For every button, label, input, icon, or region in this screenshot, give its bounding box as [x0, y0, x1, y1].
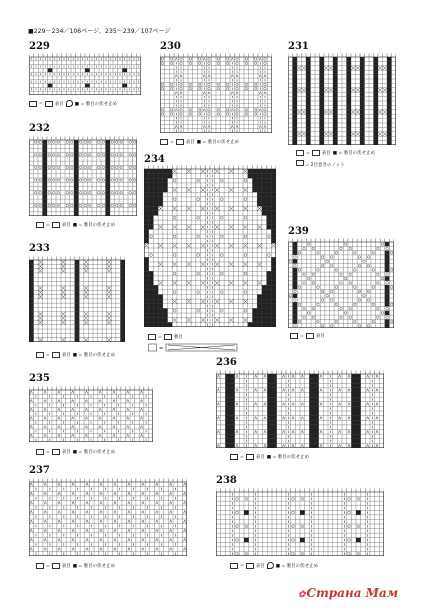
empty-grid-cell-icon — [230, 563, 238, 569]
knot-icon — [296, 160, 304, 166]
knit-stitch-icon — [176, 139, 184, 145]
legend-label: 表目 — [61, 450, 71, 455]
pattern-number-239: 239 — [288, 226, 309, 237]
knit-chart — [144, 165, 276, 327]
legend-label: ■ = 裏目の伏せ止め — [74, 101, 118, 107]
legend-235: = 表目 ■ = 裏目の伏せ止め — [36, 449, 115, 455]
empty-grid-cell-icon — [148, 334, 156, 340]
legend-234: = 裏目 — [148, 334, 183, 340]
knit-stitch-icon — [45, 101, 53, 107]
knit-stitch-icon — [246, 454, 254, 460]
flower-icon: ✿ — [298, 590, 306, 600]
svg-text:=: = — [159, 346, 164, 352]
knit-stitch-icon — [52, 222, 60, 228]
chart-235 — [29, 386, 153, 442]
knit-chart — [29, 386, 153, 442]
chart-232 — [29, 136, 137, 216]
legend-label: 表目 — [61, 564, 71, 569]
empty-grid-cell-icon — [36, 222, 44, 228]
legend-233: = 表目 ■ = 裏目の伏せ止め — [36, 352, 115, 358]
pattern-number-233: 233 — [29, 243, 50, 254]
chart-239 — [288, 238, 394, 328]
chart-233 — [29, 256, 125, 342]
legend-231-knot — [296, 160, 345, 168]
legend-236: = 表目 ■ = 裏目の伏せ止め — [230, 454, 309, 460]
knit-stitch-icon — [52, 352, 60, 358]
empty-grid-cell-icon — [36, 563, 44, 569]
bind-off-icon — [267, 562, 274, 569]
legend-label: ■ = 裏目の伏せ止め — [72, 450, 116, 455]
knit-chart — [29, 53, 141, 95]
knit-chart — [29, 136, 137, 216]
cable-legend-234 — [148, 343, 238, 352]
legend-232: = 表目 ■ = 裏目の伏せ止め — [36, 222, 115, 228]
legend-229: = 表目 ■ = 裏目の伏せ止め — [29, 100, 117, 107]
knit-stitch-icon — [306, 333, 314, 339]
legend-label: 裏目 — [173, 335, 183, 340]
pattern-number-238: 238 — [216, 475, 237, 486]
legend-label: 表目 — [255, 563, 265, 569]
knit-chart — [29, 478, 187, 556]
pattern-number-235: 235 — [29, 373, 50, 384]
chart-238 — [216, 488, 384, 556]
pattern-number-229: 229 — [29, 41, 50, 52]
pattern-number-231: 231 — [288, 41, 309, 52]
knit-chart — [288, 238, 394, 328]
empty-grid-cell-icon — [230, 454, 238, 460]
legend-label: ■ = 裏目の伏せ止め — [275, 563, 319, 569]
chart-237 — [29, 478, 187, 556]
chart-231 — [288, 53, 396, 145]
chart-230 — [160, 53, 272, 133]
knit-chart — [216, 370, 384, 448]
legend-231: = 表目 ■ = 裏目の伏せ止め — [296, 150, 375, 156]
legend-label: ■ = 裏目の伏せ止め — [72, 223, 116, 228]
empty-grid-cell-icon — [160, 139, 168, 145]
empty-grid-cell-icon — [36, 352, 44, 358]
empty-grid-cell-icon — [29, 101, 37, 107]
knit-stitch-icon — [312, 150, 320, 156]
pattern-number-230: 230 — [160, 41, 181, 52]
knit-stitch-icon — [164, 334, 172, 340]
legend-239: = 表目 — [290, 333, 325, 339]
legend-label: ■ = 裏目の伏せ止め — [72, 564, 116, 569]
pattern-number-232: 232 — [29, 123, 50, 134]
legend-label: ■ = 裏目の伏せ止め — [266, 455, 310, 460]
empty-grid-cell-icon — [296, 150, 304, 156]
legend-237: = 表目 ■ = 裏目の伏せ止め — [36, 563, 115, 569]
pattern-number-236: 236 — [216, 357, 237, 368]
knit-chart — [29, 256, 125, 342]
page-header: ■229～234／106ページ、235～239／107ページ — [28, 28, 171, 35]
knit-chart — [160, 53, 272, 133]
legend-label: 表目 — [54, 101, 64, 107]
bind-off-icon — [66, 100, 73, 107]
legend-label: ■ = 裏目の伏せ止め — [196, 140, 240, 145]
legend-label: = 2目巻きのノット — [305, 163, 345, 168]
legend-230: = 表目 ■ = 裏目の伏せ止め — [160, 139, 239, 145]
watermark-text: Страна Мам — [306, 586, 399, 600]
legend-label: ■ = 裏目の伏せ止め — [72, 353, 116, 358]
chart-236 — [216, 370, 384, 448]
pattern-number-237: 237 — [29, 465, 50, 476]
empty-grid-cell-icon — [36, 449, 44, 455]
legend-label: 表目 — [185, 140, 195, 145]
legend-label: 表目 — [255, 455, 265, 460]
legend-238: = 表目 ■ = 裏目の伏せ止め — [230, 562, 318, 569]
legend-label: 表目 — [61, 223, 71, 228]
watermark — [298, 586, 398, 600]
knit-chart — [216, 488, 384, 556]
chart-229 — [29, 53, 141, 95]
pattern-number-234: 234 — [144, 154, 165, 165]
knit-stitch-icon — [52, 449, 60, 455]
cable-bracket-icon — [148, 343, 238, 352]
legend-label: 表目 — [61, 353, 71, 358]
empty-grid-cell-icon — [290, 333, 298, 339]
knit-stitch-icon — [52, 563, 60, 569]
legend-label: ■ = 裏目の伏せ止め — [332, 151, 376, 156]
knit-chart — [288, 53, 396, 145]
knit-stitch-icon — [246, 563, 254, 569]
legend-label: 表目 — [321, 151, 331, 156]
legend-label: 表目 — [315, 334, 325, 339]
chart-234 — [144, 165, 276, 327]
